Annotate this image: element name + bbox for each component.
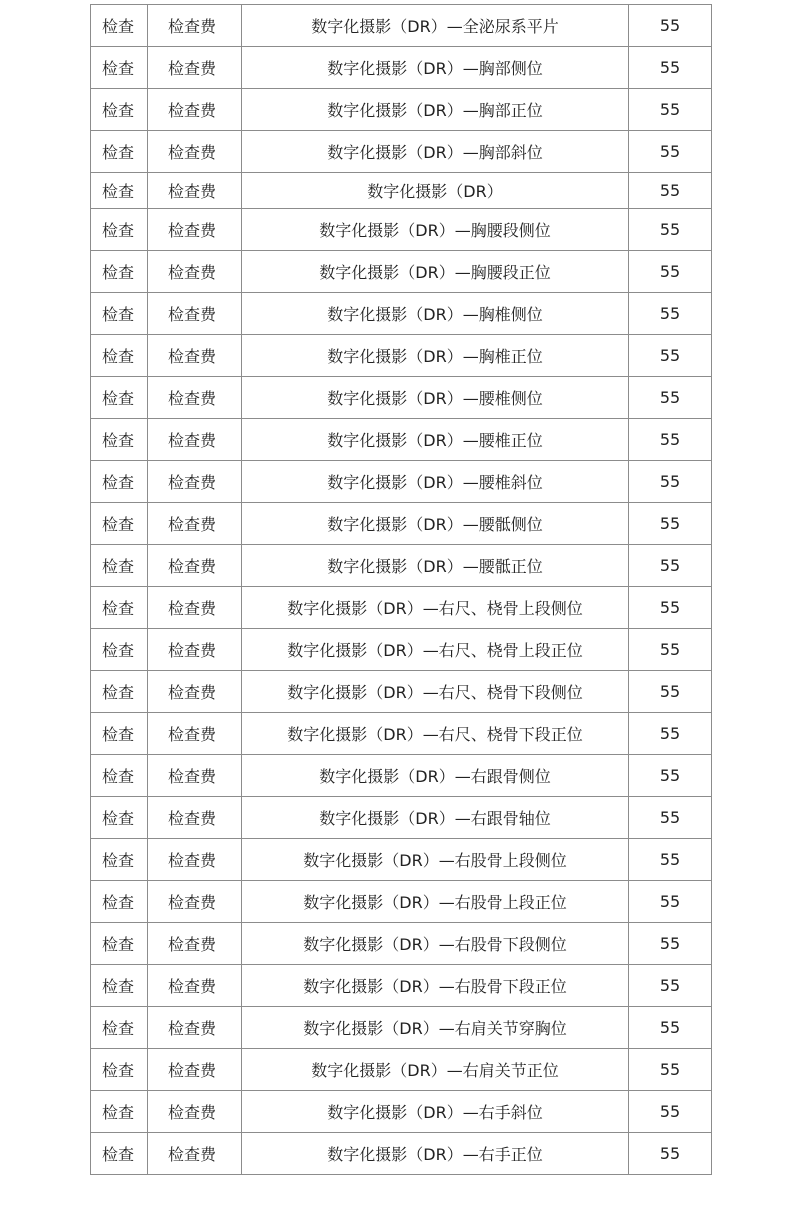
category-cell: 检查	[91, 503, 148, 545]
subcategory-cell: 检查费	[148, 377, 242, 419]
item-name-cell: 数字化摄影（DR）—右股骨上段侧位	[242, 839, 629, 881]
category-cell: 检查	[91, 335, 148, 377]
item-name-cell: 数字化摄影（DR）—腰椎侧位	[242, 377, 629, 419]
subcategory-cell: 检查费	[148, 1049, 242, 1091]
table-row	[91, 881, 712, 923]
table-row	[91, 503, 712, 545]
category-cell: 检查	[91, 923, 148, 965]
price-cell: 55	[629, 461, 712, 503]
subcategory-cell: 检查费	[148, 1007, 242, 1049]
item-name-cell: 数字化摄影（DR）—右尺、桡骨上段正位	[242, 629, 629, 671]
price-cell: 55	[629, 1133, 712, 1175]
price-cell: 55	[629, 5, 712, 47]
table-row	[91, 629, 712, 671]
subcategory-cell: 检查费	[148, 251, 242, 293]
price-cell: 55	[629, 839, 712, 881]
subcategory-cell: 检查费	[148, 131, 242, 173]
category-cell: 检查	[91, 797, 148, 839]
category-cell: 检查	[91, 377, 148, 419]
subcategory-cell: 检查费	[148, 965, 242, 1007]
item-name-cell: 数字化摄影（DR）—右尺、桡骨下段侧位	[242, 671, 629, 713]
table-row	[91, 755, 712, 797]
subcategory-cell: 检查费	[148, 209, 242, 251]
item-name-cell: 数字化摄影（DR）—右手正位	[242, 1133, 629, 1175]
subcategory-cell: 检查费	[148, 629, 242, 671]
subcategory-cell: 检查费	[148, 419, 242, 461]
price-cell: 55	[629, 923, 712, 965]
price-cell: 55	[629, 503, 712, 545]
subcategory-cell: 检查费	[148, 839, 242, 881]
item-name-cell: 数字化摄影（DR）—右股骨上段正位	[242, 881, 629, 923]
price-cell: 55	[629, 47, 712, 89]
item-name-cell: 数字化摄影（DR）—腰骶侧位	[242, 503, 629, 545]
price-cell: 55	[629, 209, 712, 251]
price-cell: 55	[629, 173, 712, 209]
category-cell: 检查	[91, 755, 148, 797]
item-name-cell: 数字化摄影（DR）—右尺、桡骨上段侧位	[242, 587, 629, 629]
subcategory-cell: 检查费	[148, 461, 242, 503]
price-cell: 55	[629, 965, 712, 1007]
table-row	[91, 173, 712, 209]
subcategory-cell: 检查费	[148, 173, 242, 209]
table-row	[91, 131, 712, 173]
subcategory-cell: 检查费	[148, 923, 242, 965]
subcategory-cell: 检查费	[148, 881, 242, 923]
category-cell: 检查	[91, 713, 148, 755]
category-cell: 检查	[91, 461, 148, 503]
item-name-cell: 数字化摄影（DR）—右股骨下段正位	[242, 965, 629, 1007]
price-cell: 55	[629, 131, 712, 173]
table-row	[91, 671, 712, 713]
category-cell: 检查	[91, 89, 148, 131]
subcategory-cell: 检查费	[148, 797, 242, 839]
subcategory-cell: 检查费	[148, 545, 242, 587]
fee-table	[90, 4, 712, 1175]
item-name-cell: 数字化摄影（DR）—胸部侧位	[242, 47, 629, 89]
item-name-cell: 数字化摄影（DR）—腰椎斜位	[242, 461, 629, 503]
category-cell: 检查	[91, 965, 148, 1007]
category-cell: 检查	[91, 671, 148, 713]
subcategory-cell: 检查费	[148, 503, 242, 545]
table-row	[91, 419, 712, 461]
table-row	[91, 965, 712, 1007]
item-name-cell: 数字化摄影（DR）—胸腰段侧位	[242, 209, 629, 251]
table-row	[91, 293, 712, 335]
item-name-cell: 数字化摄影（DR）—胸腰段正位	[242, 251, 629, 293]
table-row	[91, 209, 712, 251]
category-cell: 检查	[91, 5, 148, 47]
item-name-cell: 数字化摄影（DR）—腰椎正位	[242, 419, 629, 461]
category-cell: 检查	[91, 839, 148, 881]
category-cell: 检查	[91, 251, 148, 293]
subcategory-cell: 检查费	[148, 47, 242, 89]
category-cell: 检查	[91, 1091, 148, 1133]
table-row	[91, 47, 712, 89]
price-cell: 55	[629, 713, 712, 755]
item-name-cell: 数字化摄影（DR）—全泌尿系平片	[242, 5, 629, 47]
table-row	[91, 839, 712, 881]
table-row	[91, 1091, 712, 1133]
price-cell: 55	[629, 881, 712, 923]
item-name-cell: 数字化摄影（DR）—右跟骨侧位	[242, 755, 629, 797]
table-row	[91, 5, 712, 47]
table-row	[91, 335, 712, 377]
item-name-cell: 数字化摄影（DR）—胸椎侧位	[242, 293, 629, 335]
price-cell: 55	[629, 1007, 712, 1049]
table-row	[91, 713, 712, 755]
item-name-cell: 数字化摄影（DR）—右肩关节正位	[242, 1049, 629, 1091]
price-cell: 55	[629, 251, 712, 293]
table-row	[91, 251, 712, 293]
category-cell: 检查	[91, 173, 148, 209]
category-cell: 检查	[91, 209, 148, 251]
subcategory-cell: 检查费	[148, 89, 242, 131]
table-row	[91, 1007, 712, 1049]
price-cell: 55	[629, 293, 712, 335]
price-cell: 55	[629, 797, 712, 839]
category-cell: 检查	[91, 419, 148, 461]
subcategory-cell: 检查费	[148, 713, 242, 755]
item-name-cell: 数字化摄影（DR）—右肩关节穿胸位	[242, 1007, 629, 1049]
category-cell: 检查	[91, 1007, 148, 1049]
price-cell: 55	[629, 335, 712, 377]
price-cell: 55	[629, 377, 712, 419]
category-cell: 检查	[91, 545, 148, 587]
category-cell: 检查	[91, 629, 148, 671]
category-cell: 检查	[91, 131, 148, 173]
price-cell: 55	[629, 545, 712, 587]
subcategory-cell: 检查费	[148, 293, 242, 335]
subcategory-cell: 检查费	[148, 1091, 242, 1133]
price-cell: 55	[629, 671, 712, 713]
price-cell: 55	[629, 755, 712, 797]
item-name-cell: 数字化摄影（DR）—胸椎正位	[242, 335, 629, 377]
category-cell: 检查	[91, 587, 148, 629]
table-row	[91, 1133, 712, 1175]
subcategory-cell: 检查费	[148, 587, 242, 629]
item-name-cell: 数字化摄影（DR）—胸部正位	[242, 89, 629, 131]
item-name-cell: 数字化摄影（DR）—右跟骨轴位	[242, 797, 629, 839]
price-cell: 55	[629, 419, 712, 461]
subcategory-cell: 检查费	[148, 5, 242, 47]
table-row	[91, 923, 712, 965]
price-cell: 55	[629, 587, 712, 629]
category-cell: 检查	[91, 47, 148, 89]
price-cell: 55	[629, 89, 712, 131]
item-name-cell: 数字化摄影（DR）—右手斜位	[242, 1091, 629, 1133]
table-row	[91, 587, 712, 629]
category-cell: 检查	[91, 881, 148, 923]
category-cell: 检查	[91, 293, 148, 335]
table-row	[91, 89, 712, 131]
table-row	[91, 377, 712, 419]
price-cell: 55	[629, 629, 712, 671]
item-name-cell: 数字化摄影（DR）—腰骶正位	[242, 545, 629, 587]
table-row	[91, 1049, 712, 1091]
subcategory-cell: 检查费	[148, 671, 242, 713]
table-row	[91, 545, 712, 587]
price-cell: 55	[629, 1049, 712, 1091]
item-name-cell: 数字化摄影（DR）—胸部斜位	[242, 131, 629, 173]
table-row	[91, 797, 712, 839]
subcategory-cell: 检查费	[148, 335, 242, 377]
subcategory-cell: 检查费	[148, 1133, 242, 1175]
price-cell: 55	[629, 1091, 712, 1133]
table-row	[91, 461, 712, 503]
subcategory-cell: 检查费	[148, 755, 242, 797]
item-name-cell: 数字化摄影（DR）—右股骨下段侧位	[242, 923, 629, 965]
category-cell: 检查	[91, 1049, 148, 1091]
fee-table-body	[91, 5, 712, 1175]
item-name-cell: 数字化摄影（DR）	[242, 173, 629, 209]
item-name-cell: 数字化摄影（DR）—右尺、桡骨下段正位	[242, 713, 629, 755]
category-cell: 检查	[91, 1133, 148, 1175]
